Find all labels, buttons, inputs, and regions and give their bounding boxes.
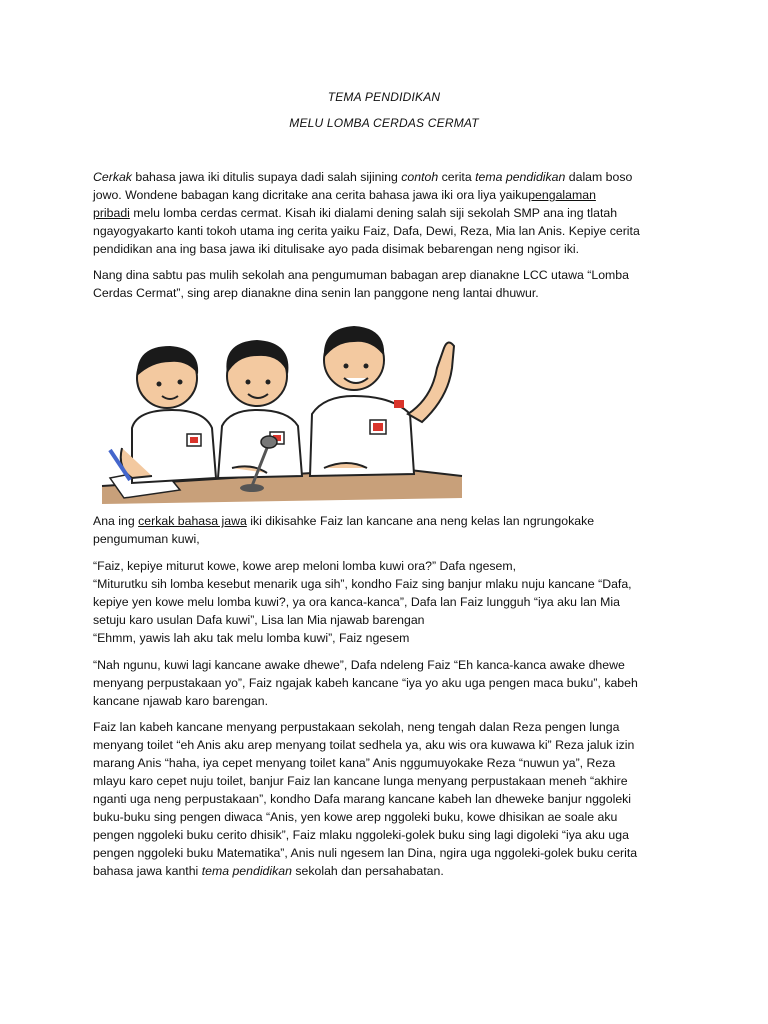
line: menyang toilet “eh Anis aku arep menyang toilat sedhela ya, aku wis ora kuwawa ki” Reza jaluk izin	[93, 738, 635, 752]
term-tema-pendidikan: tema pendidikan	[201, 864, 292, 878]
line: ngayogyakarto kanti tokoh utama ing cerita yaiku Faiz, Dafa, Dewi, Reza, Mia lan Anis. Kepiye cerita	[93, 224, 640, 238]
student-left	[110, 346, 216, 483]
line: “Miturutku sih lomba kesebut menarik uga sih”, kondho Faiz sing banjur mlaku nuju kancane “Dafa,	[93, 577, 632, 591]
intro-paragraph	[93, 168, 678, 258]
line: pengumuman kuwi,	[93, 532, 200, 546]
line: menyang perpustakaan yo”, Faiz ngajak kabeh kancane “iya yo aku uga pengen maca buku”, kabeh	[93, 676, 638, 690]
text: bahasa jawa iki ditulis supaya dadi salah sijining	[131, 170, 402, 184]
term-tema-pendidikan: tema pendidikan	[475, 170, 566, 184]
term-cerkak: Cerkak	[93, 170, 132, 184]
line: “Nah ngunu, kuwi lagi kancane awake dhewe”, Dafa ndeleng Faiz “Eh kanca-kanca awake dhewe	[93, 658, 625, 672]
students-illustration	[92, 318, 464, 504]
link-pribadi[interactable]: pribadi	[93, 206, 130, 220]
line: setuju karo usulan Dafa kuwi”, Lisa lan Mia njawab barengan	[93, 613, 425, 627]
document-title: TEMA PENDIDIKAN	[327, 90, 441, 104]
student-right	[310, 326, 454, 476]
text: dalam boso	[565, 170, 633, 184]
story-intro-paragraph	[93, 512, 678, 548]
line: kancane njawab karo barengan.	[93, 694, 269, 708]
text: sekolah dan persahabatan.	[291, 864, 444, 878]
line: nganti uga neng perpustakaan”, kondho Dafa marang kancane kabeh lan dheweke banjur nggoleki	[93, 792, 632, 806]
student-middle	[218, 340, 302, 478]
library-invite-paragraph	[93, 656, 678, 710]
line: Cerdas Cermat”, sing arep dianakne dina senin lan panggone neng lantai dhuwur.	[93, 286, 539, 300]
line: marang Anis “haha, iya cepet menyang toilet kana” Anis nggumuyokake Reza “nuwun ya”, Reza	[93, 756, 616, 770]
line: Nang dina sabtu pas mulih sekolah ana pengumuman babagan arep dianakne LCC utawa “Lomba	[93, 268, 629, 282]
line	[93, 862, 678, 880]
line: buku-buku sing pengen diwaca “Anis, yen kowe arep nggoleki buku, kowe dhisikan ae soale aku	[93, 810, 618, 824]
line: pengen nggoleki buku cerito dhisik”, Faiz mlaku nggoleki-golek buku sing lagi digoleki “iya aku uga	[93, 828, 629, 842]
line	[93, 186, 678, 204]
line: “Faiz, kepiye miturut kowe, kowe arep meloni lomba kuwi ora?” Dafa ngesem,	[93, 559, 517, 573]
text: iki dikisahke Faiz lan kancane ana neng kelas lan ngrungokake	[246, 514, 595, 528]
document-subtitle: MELU LOMBA CERDAS CERMAT	[289, 116, 479, 130]
library-story-paragraph	[93, 718, 678, 880]
line	[93, 168, 678, 186]
line: “Ehmm, yawis lah aku tak melu lomba kuwi”, Faiz ngesem	[93, 631, 410, 645]
line	[93, 204, 678, 222]
link-pengalaman[interactable]: pengalaman	[528, 188, 596, 202]
line: Faiz lan kabeh kancane menyang perpustakaan sekolah, neng tengah dalan Reza pengen lunga	[93, 720, 620, 734]
line: mlayu karo cepet nuju toilet, banjur Faiz lan kancane lunga menyang perpustakaan meneh “akhire	[93, 774, 628, 788]
term-contoh: contoh	[401, 170, 439, 184]
line	[93, 512, 678, 530]
line: pengen nggoleki buku Matematika”, Anis nuli ngesem lan Dina, ngira uga nggoleki-golek buku cerita	[93, 846, 638, 860]
text: jowo. Wondene babagan kang dicritake ana cerita bahasa jawa iki ora liya yaiku	[93, 188, 529, 202]
dialogue-paragraph	[93, 557, 678, 647]
text: bahasa jawa kanthi	[93, 864, 202, 878]
text: melu lomba cerdas cermat. Kisah iki dialami dening salah siji sekolah SMP ana ing tlatah	[129, 206, 618, 220]
announcement-paragraph	[93, 266, 678, 302]
line: kepiye yen kowe melu lomba kuwi?, ya ora kanca-kanca”, Dafa lan Faiz lungguh “iya aku lan Mia	[93, 595, 620, 609]
line: pendidikan ana ing basa jawa iki ditulisake ayo pada disimak bebarengan neng ngisor iki.	[93, 242, 580, 256]
text: cerita	[438, 170, 476, 184]
text: Ana ing	[93, 514, 139, 528]
link-cerkak-bahasa-jawa[interactable]: cerkak bahasa jawa	[138, 514, 247, 528]
